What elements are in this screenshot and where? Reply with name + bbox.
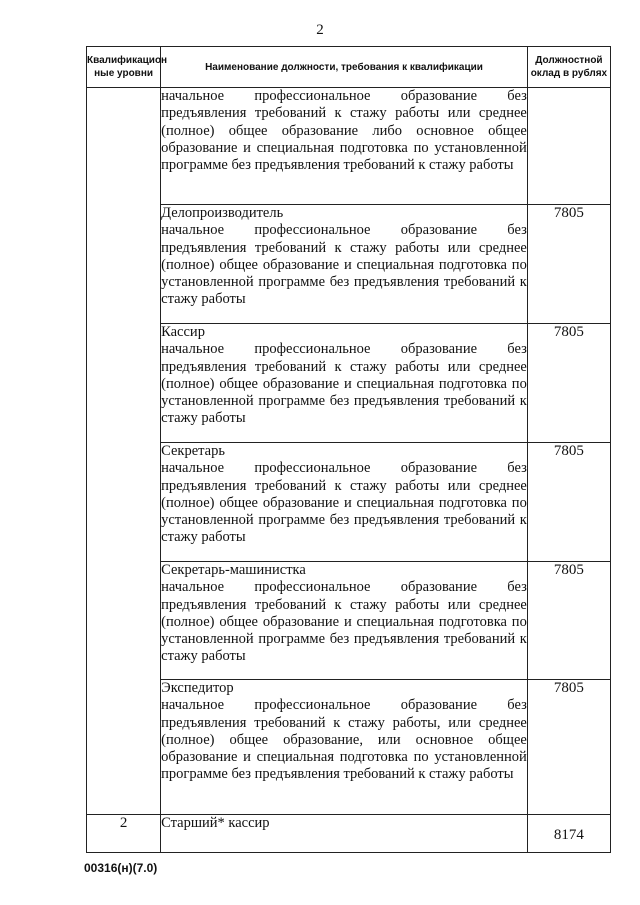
table-row bbox=[87, 680, 611, 815]
position-requirements: начальное профессиональное образование без предъявления требований к стажу работы или среднее (полное) общее образование либо основное общее образование и специальная подготовка по установленной программе без предъявления требований к стажу работы bbox=[161, 88, 527, 174]
position-title: Секретарь bbox=[161, 443, 225, 459]
salary-cell: 7805 bbox=[527, 443, 610, 562]
table-row bbox=[87, 815, 611, 853]
position-requirements: начальное профессиональное образование без предъявления требований к стажу работы или среднее (полное) общее образование и специальная подготовка по установленной программе без предъявления требований к стажу работы bbox=[161, 579, 527, 665]
position-title: Старший* кассир bbox=[161, 815, 270, 831]
page-number: 2 bbox=[316, 22, 324, 38]
level-cell: 2 bbox=[87, 815, 161, 853]
salary-cell: 7805 bbox=[527, 324, 610, 443]
position-requirements: начальное профессиональное образование без предъявления требований к стажу работы или среднее (полное) общее образование и специальная подготовка по установленной программе без предъявления требований к стажу работы bbox=[161, 341, 527, 427]
header-qualification-level: Квалификацион ные уровни bbox=[87, 47, 161, 88]
salary-cell bbox=[527, 88, 610, 205]
table-row bbox=[87, 562, 611, 680]
position-cell bbox=[161, 324, 528, 443]
salary-cell: 8174 bbox=[527, 815, 610, 853]
header-salary: Должностной оклад в рублях bbox=[527, 47, 610, 88]
position-requirements: начальное профессиональное образование без предъявления требований к стажу работы или среднее (полное) общее образование и специальная подготовка по установленной программе без предъявления требований к стажу работы bbox=[161, 460, 527, 546]
table-row bbox=[87, 324, 611, 443]
position-cell bbox=[161, 443, 528, 562]
table-row bbox=[87, 443, 611, 562]
table-row bbox=[87, 88, 611, 205]
qualification-table bbox=[86, 46, 611, 853]
position-cell bbox=[161, 88, 528, 205]
header-position-name: Наименование должности, требования к квалификации bbox=[161, 47, 528, 88]
position-cell bbox=[161, 815, 528, 853]
position-title: Кассир bbox=[161, 324, 205, 340]
salary-cell: 7805 bbox=[527, 680, 610, 815]
position-cell bbox=[161, 680, 528, 815]
position-requirements: начальное профессиональное образование без предъявления требований к стажу работы, или среднее (полное) общее образование, или основное общее образование и специальная подготовка по установленной программе без предъявления требований к стажу работы bbox=[161, 697, 527, 783]
position-title: Экспедитор bbox=[161, 680, 234, 696]
table-row bbox=[87, 205, 611, 324]
salary-cell: 7805 bbox=[527, 205, 610, 324]
salary-cell: 7805 bbox=[527, 562, 610, 680]
table-header-row bbox=[87, 47, 611, 88]
position-requirements: начальное профессиональное образование без предъявления требований к стажу работы или среднее (полное) общее образование и специальная подготовка по установленной программе без предъявления требований к стажу работы bbox=[161, 222, 527, 308]
position-title: Секретарь-машинистка bbox=[161, 562, 306, 578]
level-cell bbox=[87, 88, 161, 815]
document-code: 00316(н)(7.0) bbox=[84, 861, 158, 875]
position-title: Делопроизводитель bbox=[161, 205, 284, 221]
position-cell bbox=[161, 562, 528, 680]
position-cell bbox=[161, 205, 528, 324]
